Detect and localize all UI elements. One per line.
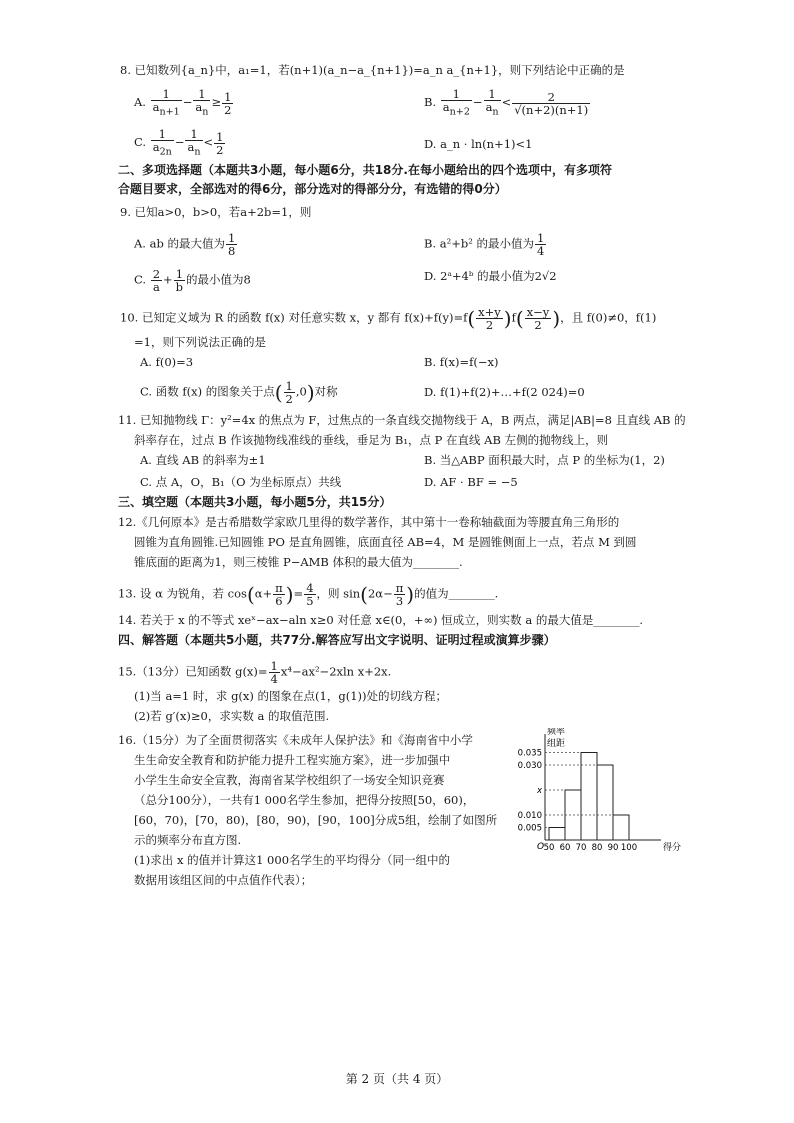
y-tick-label: 0.010 xyxy=(517,811,542,821)
q8-stem: 8. 已知数列{a_n}中，a₁=1，若(n+1)(a_n−a_{n+1})=a_n a_{n+1}，则下列结论中正确的是 xyxy=(120,63,625,77)
q12-line3: 锥底面的距离为1，则三棱锥 P−AMB 体积的最大值为________. xyxy=(134,555,463,569)
section2-title-cont: 合题目要求，全部选对的得6分，部分选对的得部分分，有选错的得0分） xyxy=(118,182,507,196)
q16-line5: [60，70)，[70，80)，[80，90)，[90，100]分成5组，绘制了如图所 xyxy=(134,813,498,827)
histogram-bar xyxy=(549,828,565,841)
y-axis-label-top: 频率 xyxy=(547,728,566,737)
q9-option-d: D. 2ᵃ+4ᵇ 的最小值为2√2 xyxy=(424,269,557,283)
q9-stem: 9. 已知a>0，b>0，若a+2b=1，则 xyxy=(120,205,312,219)
page-footer: 第 2 页（共 4 页） xyxy=(345,1072,449,1086)
x-tick-label: 100 xyxy=(620,843,638,853)
y-tick-label: 0.035 xyxy=(517,748,542,759)
q13: 13. 设 α 为锐角，若 cos(α+ $\frac{\pi}{6}$ )= $\frac{4}{5}$ ，则 sin(2α− $\frac{\pi}{3}$ )的值为________. xyxy=(118,581,499,608)
q8-option-c: C. $\frac{1}{a_{2n}}$ − $\frac{1}{a_n}$ < $\frac{1}{2}$ xyxy=(134,127,224,158)
q11-option-b: B. 当△ABP 面积最大时，点 P 的坐标为(1，2) xyxy=(424,453,665,467)
q8-option-b: B. $\frac{1}{a_{n+2}}$ − $\frac{1}{a_n}$ < $\frac{2}{√(n+2)(n+1)}$ xyxy=(424,87,589,118)
histogram-bar xyxy=(581,753,597,841)
q8-option-d: D. a_n · ln(n+1)<1 xyxy=(424,137,533,151)
q9-option-a: A. ab 的最大值为 $\frac{1}{8}$ xyxy=(134,231,236,258)
q10-stem: 10. 已知定义域为 R 的函数 f(x) 对任意实数 x，y 都有 f(x)+f(y)=f( $\frac{x+y}{2}$ )f( $\frac{x-y}{2}$ )，且 f(0)≠0，f(1) xyxy=(120,305,657,332)
q11-option-a: A. 直线 AB 的斜率为±1 xyxy=(140,453,266,467)
q16-line7: (1)求出 x 的值并计算这1 000名学生的平均得分（同一组中的 xyxy=(134,853,451,867)
q16-line3: 小学生生命安全宣教，海南省某学校组织了一场安全知识竞赛 xyxy=(134,773,445,787)
x-tick-label: 70 xyxy=(575,843,587,853)
q10-option-d: D. f(1)+f(2)+…+f(2 024)=0 xyxy=(424,385,585,399)
q11-stem-line1: 11. 已知抛物线 Γ：y²=4x 的焦点为 F，过焦点的一条直线交抛物线于 A，B 两点，满足|AB|=8 且直线 AB 的 xyxy=(118,413,686,427)
section4-title: 四、解答题（本题共5小题，共77分.解答应写出文字说明、证明过程或演算步骤） xyxy=(118,633,556,647)
q11-option-d: D. AF · BF = −5 xyxy=(424,475,518,489)
histogram-bar xyxy=(597,765,613,840)
q12-line2: 圆锥为直角圆锥.已知圆锥 PO 是直角圆锥，底面直径 AB=4，M 是圆锥侧面上一点，若点 M 到圆 xyxy=(134,535,637,549)
y-tick-label: x xyxy=(536,786,542,796)
q15-part2: (2)若 g′(x)≥0，求实数 a 的取值范围. xyxy=(134,709,330,723)
y-axis-label-bottom: 组距 xyxy=(547,739,566,749)
histogram-bar xyxy=(613,815,629,840)
q15-part1: (1)当 a=1 时，求 g(x) 的图象在点(1，g(1))处的切线方程； xyxy=(134,689,447,703)
q11-stem-line2: 斜率存在，过点 B 作该抛物线准线的垂线，垂足为 B₁，点 P 在直线 AB 左侧的抛物线上，则 xyxy=(134,433,609,447)
y-tick-label: 0.005 xyxy=(517,823,542,834)
q10-option-b: B. f(x)=f(−x) xyxy=(424,355,499,369)
q14: 14. 若关于 x 的不等式 xeˣ−ax−aln x≥0 对任意 x∈(0，+∞) 恒成立，则实数 a 的最大值是________. xyxy=(118,613,643,627)
x-axis-label: 得分 xyxy=(663,843,682,853)
q9-option-b: B. a²+b² 的最小值为 $\frac{1}{4}$ xyxy=(424,231,545,258)
q16-line6: 示的频率分布直方图. xyxy=(134,833,242,847)
origin-label: O xyxy=(537,842,545,852)
x-tick-label: 80 xyxy=(591,843,603,853)
q11-option-c: C. 点 A，O，B₁（O 为坐标原点）共线 xyxy=(140,475,342,489)
section2-title: 二、多项选择题（本题共3小题，每小题6分，共18分.在每小题给出的四个选项中，有多项符 xyxy=(118,163,612,177)
q12-line1: 12.《几何原本》是古希腊数学家欧几里得的数学著作，其中第十一卷称轴截面为等腰直角三角形的 xyxy=(118,515,620,529)
frequency-histogram xyxy=(505,728,695,854)
q16-line1: 16.（15分）为了全面贯彻落实《未成年人保护法》和《海南省中小学 xyxy=(118,733,473,747)
q9-option-c: C. $\frac{2}{a}$ + $\frac{1}{b}$ 的最小值为8 xyxy=(134,267,251,294)
q16-line2: 生生命安全教育和防护能力提升工程实施方案》，进一步加强中 xyxy=(134,753,451,767)
y-tick-label: 0.030 xyxy=(517,761,542,771)
q16-line8: 数据用该组区间的中点值作代表）； xyxy=(134,873,313,887)
q10-stem-cont: =1，则下列说法正确的是 xyxy=(134,335,266,349)
q16-line4: （总分100分），一共有1 000名学生参加，把得分按照[50，60)， xyxy=(134,793,475,807)
q8-option-a: A. $\frac{1}{a_{n+1}}$ − $\frac{1}{a_n}$ ≥ $\frac{1}{2}$ xyxy=(134,87,232,118)
q10-option-a: A. f(0)=3 xyxy=(140,355,194,369)
q10-option-c: C. 函数 f(x) 的图象关于点( $\frac{1}{2}$ ,0)对称 xyxy=(140,379,338,406)
section3-title: 三、填空题（本题共3小题，每小题5分，共15分） xyxy=(118,495,392,509)
x-tick-label: 50 xyxy=(543,843,555,853)
q15-stem: 15.（13分）已知函数 g(x)= $\frac{1}{4}$ x⁴−ax²−2xln x+2x. xyxy=(118,659,392,686)
x-tick-label: 90 xyxy=(607,843,619,853)
x-tick-label: 60 xyxy=(559,843,571,853)
